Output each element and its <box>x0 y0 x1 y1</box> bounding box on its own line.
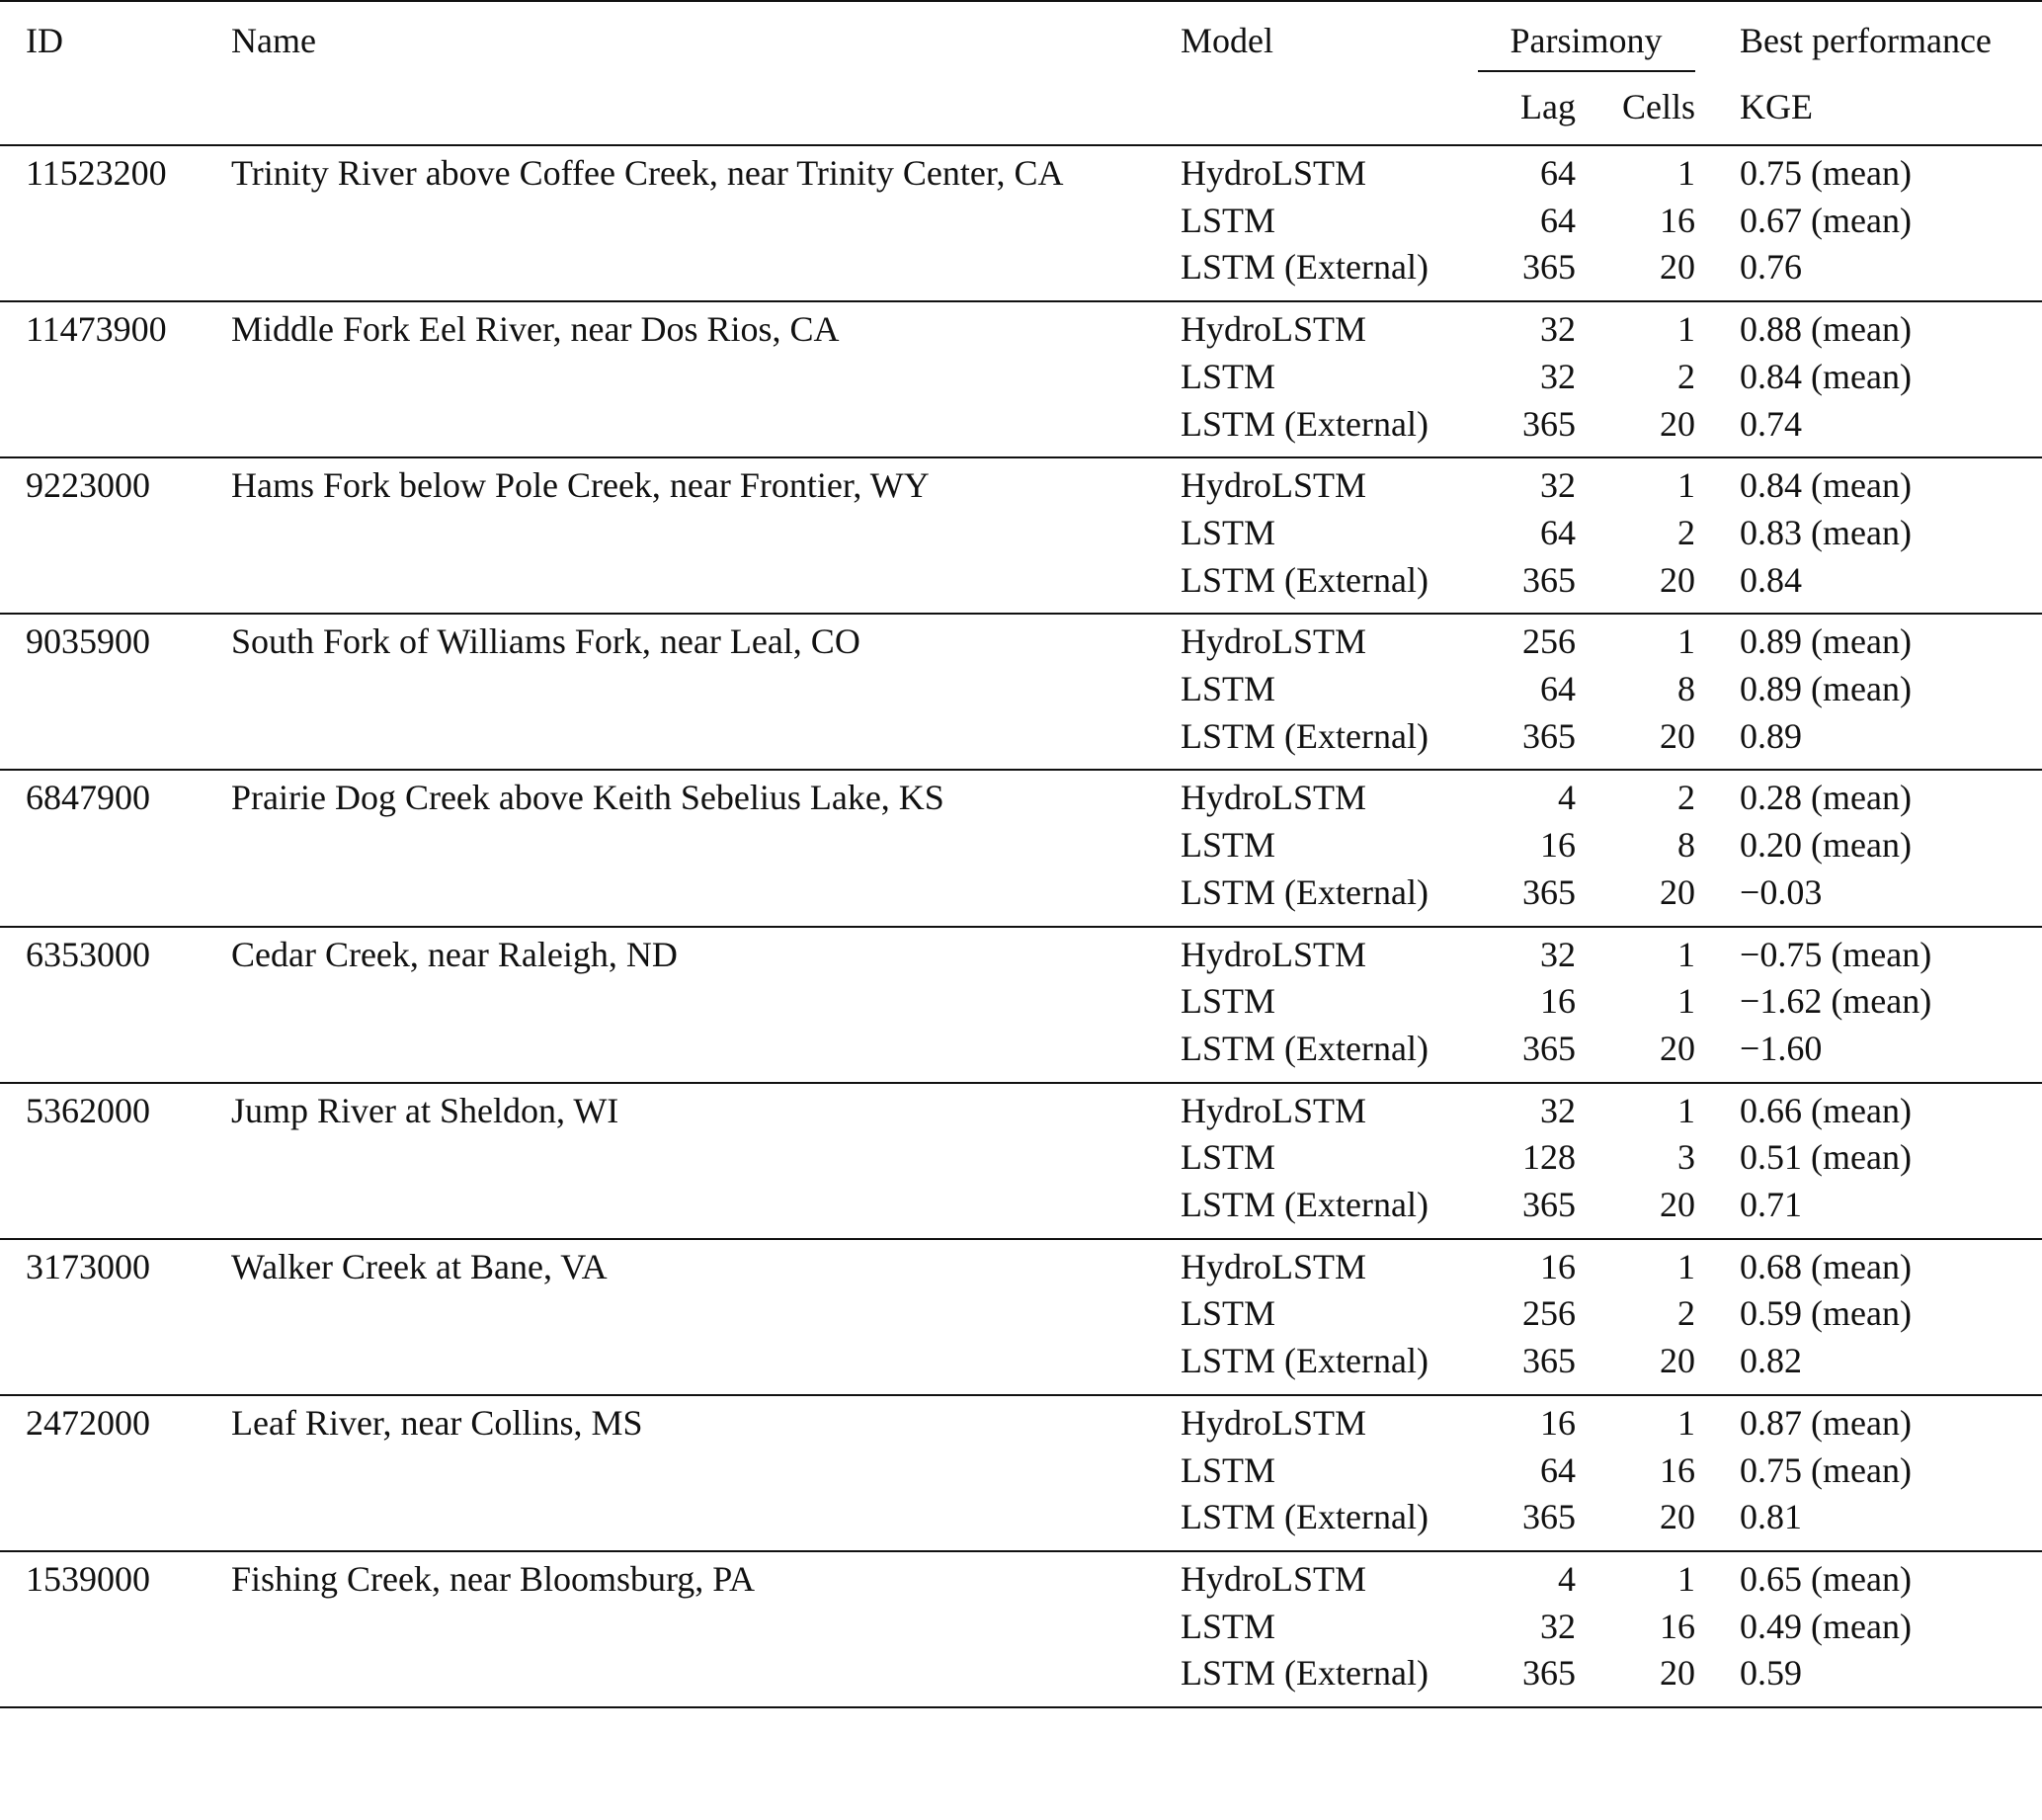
empty-cell <box>0 244 205 301</box>
lag-value: 16 <box>1540 825 1576 866</box>
model-name: LSTM (External) <box>1181 1653 1429 1694</box>
table-row <box>0 145 2042 198</box>
model-name: LSTM <box>1181 1606 1276 1646</box>
lag-value: 32 <box>1540 1606 1576 1646</box>
table-row <box>0 978 2042 1026</box>
empty-cell <box>0 822 205 869</box>
station-name: South Fork of Williams Fork, near Leal, CO <box>231 621 860 662</box>
station-group <box>0 457 2042 614</box>
kge-value: 0.75 (mean) <box>1740 1449 1912 1490</box>
empty-cell <box>205 1650 1181 1707</box>
kge-value: 0.59 <box>1740 1653 1803 1694</box>
table-row <box>0 666 2042 713</box>
cells-value: 2 <box>1677 1293 1696 1334</box>
table-row <box>0 1338 2042 1395</box>
empty-cell <box>205 822 1181 869</box>
model-name: HydroLSTM <box>1181 465 1366 506</box>
station-id: 6847900 <box>26 778 150 818</box>
station-id: 3173000 <box>26 1246 150 1286</box>
lag-value: 365 <box>1522 403 1576 444</box>
lag-value: 365 <box>1522 1185 1576 1225</box>
table-row <box>0 1182 2042 1239</box>
station-id: 11523200 <box>26 153 167 193</box>
kge-value: 0.82 <box>1740 1341 1803 1381</box>
table-row <box>0 510 2042 557</box>
station-group <box>0 1083 2042 1239</box>
station-group <box>0 145 2042 301</box>
empty-cell <box>205 978 1181 1026</box>
empty-cell <box>0 1182 205 1239</box>
station-name: Walker Creek at Bane, VA <box>231 1246 608 1286</box>
cells-value: 1 <box>1677 981 1696 1022</box>
table-row <box>0 1650 2042 1707</box>
station-group <box>0 1395 2042 1551</box>
model-name: LSTM (External) <box>1181 247 1429 288</box>
header-parsimony-label: Parsimony <box>1510 21 1663 60</box>
cells-value: 16 <box>1660 200 1696 240</box>
lag-value: 365 <box>1522 715 1576 756</box>
kge-value: 0.71 <box>1740 1185 1803 1225</box>
model-name: HydroLSTM <box>1181 309 1366 350</box>
cells-value: 1 <box>1677 1402 1696 1443</box>
empty-cell <box>205 1182 1181 1239</box>
cells-value: 2 <box>1677 356 1696 396</box>
station-id: 9223000 <box>26 465 150 506</box>
kge-value: 0.76 <box>1740 247 1803 288</box>
model-name: HydroLSTM <box>1181 778 1366 818</box>
lag-value: 16 <box>1540 1402 1576 1443</box>
cells-value: 20 <box>1660 871 1696 912</box>
kge-value: 0.51 (mean) <box>1740 1137 1912 1178</box>
header-empty-id <box>0 72 205 145</box>
kge-value: 0.20 (mean) <box>1740 825 1912 866</box>
table-row <box>0 713 2042 771</box>
empty-cell <box>0 510 205 557</box>
lag-value: 16 <box>1540 981 1576 1022</box>
kge-value: −1.62 (mean) <box>1740 981 1932 1022</box>
header-lag: Lag <box>1520 87 1576 126</box>
table-row <box>0 614 2042 666</box>
lag-value: 64 <box>1540 512 1576 552</box>
table-row <box>0 301 2042 354</box>
kge-value: 0.89 (mean) <box>1740 621 1912 662</box>
model-name: LSTM (External) <box>1181 403 1429 444</box>
kge-value: 0.66 (mean) <box>1740 1090 1912 1130</box>
cells-value: 1 <box>1677 309 1696 350</box>
station-group <box>0 927 2042 1083</box>
lag-value: 365 <box>1522 871 1576 912</box>
kge-value: 0.83 (mean) <box>1740 512 1912 552</box>
model-name: LSTM <box>1181 1137 1276 1178</box>
kge-value: 0.68 (mean) <box>1740 1246 1912 1286</box>
cells-value: 20 <box>1660 1341 1696 1381</box>
empty-cell <box>0 401 205 458</box>
header-cells: Cells <box>1622 87 1696 126</box>
station-id: 2472000 <box>26 1402 150 1443</box>
table-row <box>0 1448 2042 1495</box>
kge-value: 0.89 <box>1740 715 1803 756</box>
header-parsimony <box>1477 1 1721 72</box>
empty-cell <box>0 1604 205 1651</box>
lag-value: 32 <box>1540 309 1576 350</box>
empty-cell <box>0 1290 205 1338</box>
header-kge: KGE <box>1740 87 1814 126</box>
header-row-secondary <box>0 72 2042 145</box>
model-name: LSTM <box>1181 200 1276 240</box>
empty-cell <box>205 198 1181 245</box>
empty-cell <box>205 1494 1181 1551</box>
lag-value: 365 <box>1522 1497 1576 1537</box>
station-name: Prairie Dog Creek above Keith Sebelius Lake, KS <box>231 778 944 818</box>
table-row <box>0 1604 2042 1651</box>
cells-value: 8 <box>1677 825 1696 866</box>
station-id: 11473900 <box>26 309 167 350</box>
empty-cell <box>205 1604 1181 1651</box>
table-row <box>0 401 2042 458</box>
cells-value: 8 <box>1677 669 1696 709</box>
table-row <box>0 822 2042 869</box>
model-name: HydroLSTM <box>1181 1246 1366 1286</box>
station-id: 5362000 <box>26 1090 150 1130</box>
cells-value: 20 <box>1660 715 1696 756</box>
model-name: HydroLSTM <box>1181 934 1366 974</box>
lag-value: 365 <box>1522 559 1576 600</box>
kge-value: 0.89 (mean) <box>1740 669 1912 709</box>
lag-value: 256 <box>1522 1293 1576 1334</box>
table-row <box>0 1026 2042 1083</box>
station-name: Middle Fork Eel River, near Dos Rios, CA <box>231 309 840 350</box>
table-row <box>0 1239 2042 1291</box>
lag-value: 4 <box>1558 778 1576 818</box>
station-group <box>0 770 2042 926</box>
table-row <box>0 1551 2042 1604</box>
model-name: HydroLSTM <box>1181 621 1366 662</box>
table-row <box>0 1395 2042 1448</box>
cells-value: 20 <box>1660 1028 1696 1068</box>
cells-value: 1 <box>1677 1558 1696 1599</box>
station-group <box>0 301 2042 457</box>
empty-cell <box>0 1338 205 1395</box>
station-id: 1539000 <box>26 1558 150 1599</box>
empty-cell <box>205 354 1181 401</box>
kge-value: −0.03 <box>1740 871 1823 912</box>
empty-cell <box>0 354 205 401</box>
lag-value: 64 <box>1540 1449 1576 1490</box>
lag-value: 32 <box>1540 465 1576 506</box>
header-empty-name <box>205 72 1181 145</box>
cells-value: 1 <box>1677 465 1696 506</box>
kge-value: 0.65 (mean) <box>1740 1558 1912 1599</box>
cells-value: 20 <box>1660 247 1696 288</box>
table-row <box>0 354 2042 401</box>
cells-value: 20 <box>1660 1653 1696 1694</box>
station-name: Cedar Creek, near Raleigh, ND <box>231 934 678 974</box>
empty-cell <box>205 713 1181 771</box>
lag-value: 32 <box>1540 934 1576 974</box>
lag-value: 365 <box>1522 1341 1576 1381</box>
empty-cell <box>0 713 205 771</box>
cells-value: 20 <box>1660 559 1696 600</box>
empty-cell <box>205 401 1181 458</box>
kge-value: −0.75 (mean) <box>1740 934 1932 974</box>
lag-value: 32 <box>1540 1090 1576 1130</box>
header-empty-model <box>1181 72 1477 145</box>
table-row <box>0 1134 2042 1182</box>
table-row <box>0 1083 2042 1135</box>
kge-value: 0.49 (mean) <box>1740 1606 1912 1646</box>
table-row <box>0 927 2042 979</box>
lag-value: 32 <box>1540 356 1576 396</box>
station-name: Jump River at Sheldon, WI <box>231 1090 619 1130</box>
model-name: LSTM <box>1181 981 1276 1022</box>
model-name: LSTM <box>1181 356 1276 396</box>
lag-value: 4 <box>1558 1558 1576 1599</box>
cells-value: 2 <box>1677 512 1696 552</box>
lag-value: 256 <box>1522 621 1576 662</box>
model-name: LSTM (External) <box>1181 715 1429 756</box>
empty-cell <box>0 557 205 615</box>
lag-value: 64 <box>1540 153 1576 193</box>
table-row <box>0 198 2042 245</box>
table-row <box>0 1290 2042 1338</box>
cells-value: 3 <box>1677 1137 1696 1178</box>
table-row <box>0 869 2042 927</box>
station-id: 6353000 <box>26 934 150 974</box>
model-name: LSTM (External) <box>1181 1497 1429 1537</box>
empty-cell <box>205 244 1181 301</box>
cells-value: 20 <box>1660 403 1696 444</box>
cells-value: 1 <box>1677 1090 1696 1130</box>
table-row <box>0 770 2042 822</box>
lag-value: 365 <box>1522 1653 1576 1694</box>
model-name: LSTM (External) <box>1181 559 1429 600</box>
model-name: HydroLSTM <box>1181 153 1366 193</box>
kge-value: 0.67 (mean) <box>1740 200 1912 240</box>
empty-cell <box>0 1650 205 1707</box>
empty-cell <box>205 869 1181 927</box>
kge-value: 0.75 (mean) <box>1740 153 1912 193</box>
station-group <box>0 1239 2042 1395</box>
model-name: LSTM <box>1181 1293 1276 1334</box>
header-name: Name <box>231 21 316 60</box>
model-name: LSTM (External) <box>1181 1185 1429 1225</box>
empty-cell <box>0 1448 205 1495</box>
empty-cell <box>205 557 1181 615</box>
empty-cell <box>205 510 1181 557</box>
model-name: HydroLSTM <box>1181 1402 1366 1443</box>
model-name: LSTM (External) <box>1181 1028 1429 1068</box>
kge-value: 0.87 (mean) <box>1740 1402 1912 1443</box>
cells-value: 1 <box>1677 1246 1696 1286</box>
kge-value: 0.84 <box>1740 559 1803 600</box>
empty-cell <box>0 869 205 927</box>
table-row <box>0 557 2042 615</box>
model-name: LSTM (External) <box>1181 871 1429 912</box>
station-name: Fishing Creek, near Bloomsburg, PA <box>231 1558 756 1599</box>
lag-value: 365 <box>1522 1028 1576 1068</box>
model-name: LSTM <box>1181 1449 1276 1490</box>
station-id: 9035900 <box>26 621 150 662</box>
lag-value: 365 <box>1522 247 1576 288</box>
kge-value: 0.88 (mean) <box>1740 309 1912 350</box>
table-row <box>0 1494 2042 1551</box>
table-row <box>0 244 2042 301</box>
kge-value: 0.84 (mean) <box>1740 465 1912 506</box>
cells-value: 20 <box>1660 1497 1696 1537</box>
empty-cell <box>205 1448 1181 1495</box>
header-id: ID <box>26 21 63 60</box>
cells-value: 2 <box>1677 778 1696 818</box>
empty-cell <box>0 1026 205 1083</box>
kge-value: 0.84 (mean) <box>1740 356 1912 396</box>
model-name: LSTM (External) <box>1181 1341 1429 1381</box>
station-name: Leaf River, near Collins, MS <box>231 1402 643 1443</box>
empty-cell <box>205 1026 1181 1083</box>
model-name: HydroLSTM <box>1181 1558 1366 1599</box>
lag-value: 128 <box>1522 1137 1576 1178</box>
kge-value: −1.60 <box>1740 1028 1823 1068</box>
empty-cell <box>205 1290 1181 1338</box>
lag-value: 64 <box>1540 200 1576 240</box>
empty-cell <box>0 1134 205 1182</box>
cells-value: 1 <box>1677 934 1696 974</box>
model-name: LSTM <box>1181 669 1276 709</box>
cells-value: 20 <box>1660 1185 1696 1225</box>
station-group <box>0 1551 2042 1707</box>
table-header <box>0 1 2042 145</box>
cells-value: 16 <box>1660 1606 1696 1646</box>
kge-value: 0.74 <box>1740 403 1803 444</box>
cells-value: 16 <box>1660 1449 1696 1490</box>
model-name: LSTM <box>1181 825 1276 866</box>
kge-value: 0.28 (mean) <box>1740 778 1912 818</box>
empty-cell <box>205 1134 1181 1182</box>
cells-value: 1 <box>1677 621 1696 662</box>
station-name: Hams Fork below Pole Creek, near Frontier, WY <box>231 465 930 506</box>
lag-value: 16 <box>1540 1246 1576 1286</box>
station-name: Trinity River above Coffee Creek, near Trinity Center, CA <box>231 153 1064 193</box>
empty-cell <box>0 198 205 245</box>
empty-cell <box>205 1338 1181 1395</box>
kge-value: 0.59 (mean) <box>1740 1293 1912 1334</box>
table-row <box>0 457 2042 510</box>
station-group <box>0 614 2042 770</box>
header-row-primary <box>0 1 2042 72</box>
header-model: Model <box>1181 21 1273 60</box>
cells-value: 1 <box>1677 153 1696 193</box>
header-best-performance: Best performance <box>1740 21 1992 60</box>
parsimony-underline <box>1478 70 1695 72</box>
lag-value: 64 <box>1540 669 1576 709</box>
model-name: HydroLSTM <box>1181 1090 1366 1130</box>
empty-cell <box>205 666 1181 713</box>
kge-value: 0.81 <box>1740 1497 1803 1537</box>
empty-cell <box>0 666 205 713</box>
empty-cell <box>0 978 205 1026</box>
model-name: LSTM <box>1181 512 1276 552</box>
empty-cell <box>0 1494 205 1551</box>
